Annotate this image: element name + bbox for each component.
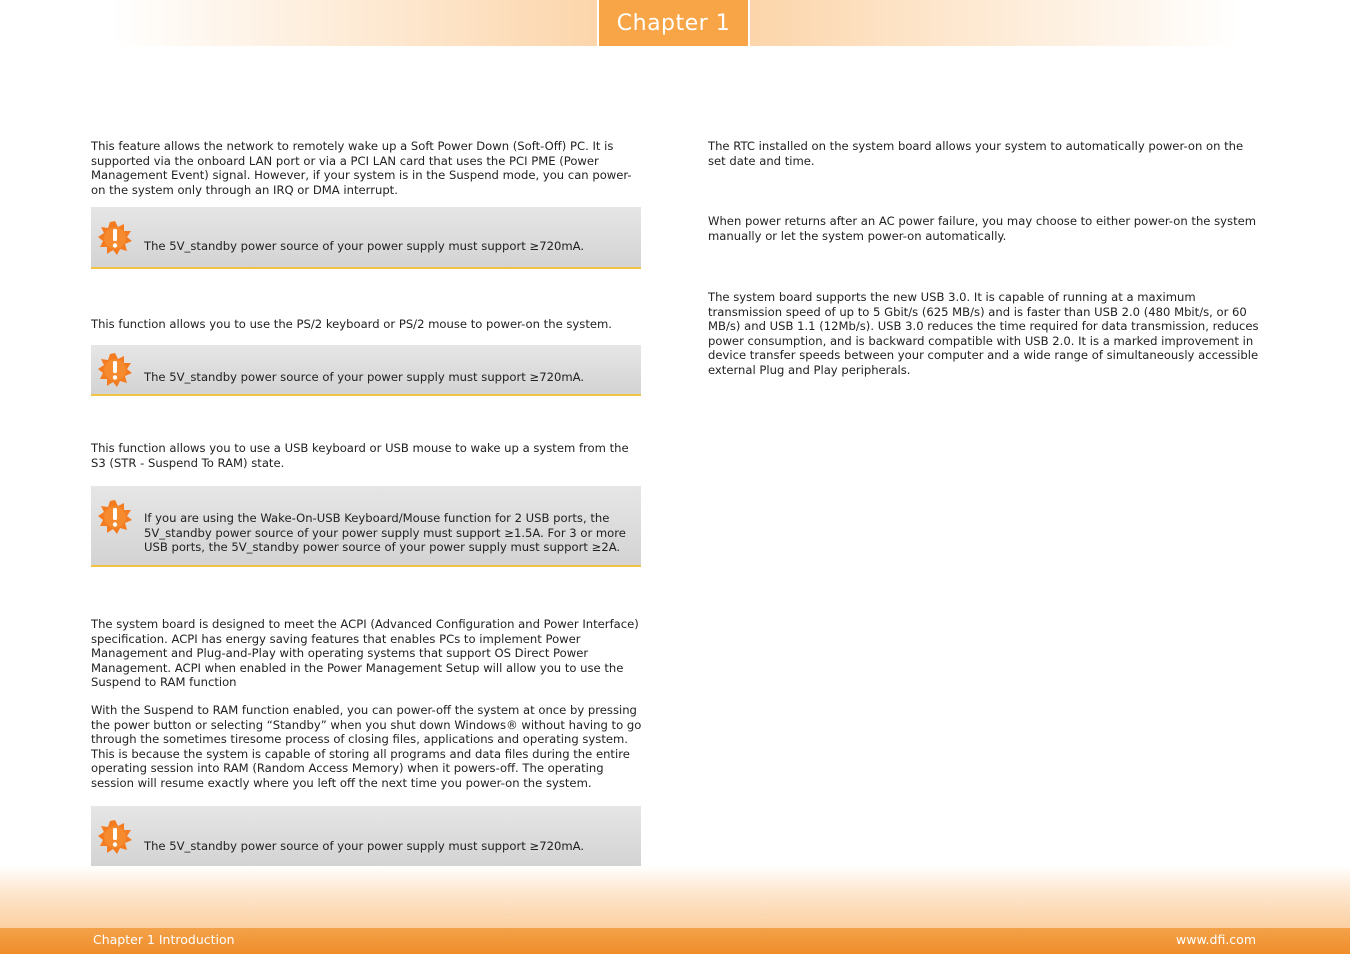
note-text: If you are using the Wake-On-USB Keyboard/Mouse function for 2 USB ports, the 5V_standby power source of your power supply must support ≥1.5A. For 3 or more USB ports, the 5V_standby power source of your power supply must support ≥2A. [144,511,626,554]
wake-on-usb-paragraph: This function allows you to use a USB keyboard or USB mouse to wake up a system from the S3 (STR - Suspend To RAM) state. [91,441,629,470]
note-box [91,806,641,868]
footer-glow [0,866,1350,930]
warning-burst-icon [98,500,132,534]
rtc-paragraph: The RTC installed on the system board allows your system to automatically power-on on the set date and time. [708,139,1244,168]
warning-burst-icon [98,353,132,387]
footer-bar [0,928,1350,954]
wake-on-ps2-paragraph: This function allows you to use the PS/2 keyboard or PS/2 mouse to power-on the system. [91,317,612,331]
note-text: The 5V_standby power source of your power supply must support ≥720mA. [144,370,585,384]
acpi-paragraph: The system board is designed to meet the ACPI (Advanced Configuration and Power Interface) specification. ACPI has energy saving features that enables PCs to implement Power Management and Plug-and-Play with operating systems that support OS Direct Power Management. ACPI when enabled in the Power Management Setup will allow you to use the Suspend to RAM function [91,617,639,689]
warning-burst-icon [98,221,132,255]
ac-power-loss-paragraph: When power returns after an AC power failure, you may choose to either power-on the system manually or let the system power-on automatically. [708,214,1257,243]
warning-burst-icon [98,820,132,854]
usb3-paragraph: The system board supports the new USB 3.0. It is capable of running at a maximum transmission speed of up to 5 Gbit/s (625 MB/s) and is faster than USB 2.0 (480 Mbit/s, or 60 MB/s) and USB 1.1 (12Mb/s). USB 3.0 reduces the time required for data transmission, reduces power consumption, and is backward compatible with USB 2.0. It is a marked improvement in device transfer speeds between your computer and a wide range of simultaneously accessible external Plug and Play peripherals. [708,290,1259,377]
wake-on-lan-paragraph: This feature allows the network to remotely wake up a Soft Power Down (Soft-Off) PC. It is supported via the onboard LAN port or via a PCI LAN card that uses the PCI PME (Power Management Event) signal. However, if your system is in the Suspend mode, you can power-on the system only through an IRQ or DMA interrupt. [91,139,632,197]
note-box [91,207,641,269]
footer-chapter-label: Chapter 1 Introduction [93,932,235,947]
footer-website-link[interactable]: www.dfi.com [1176,932,1256,947]
suspend-to-ram-paragraph: With the Suspend to RAM function enabled, you can power-off the system at once by pressing the power button or selecting “Standby” when you shut down Windows® without having to go through the sometimes tiresome process of closing files, applications and operating system. This is because the system is capable of storing all programs and data files during the entire operating session into RAM (Random Access Memory) when it powers-off. The operating session will resume exactly where you left off the next time you power-on the system. [91,703,642,790]
note-box [91,486,641,567]
note-box [91,345,641,396]
note-text: The 5V_standby power source of your power supply must support ≥720mA. [144,839,585,853]
chapter-tab: Chapter 1 [597,0,750,46]
note-text: The 5V_standby power source of your power supply must support ≥720mA. [144,239,585,253]
